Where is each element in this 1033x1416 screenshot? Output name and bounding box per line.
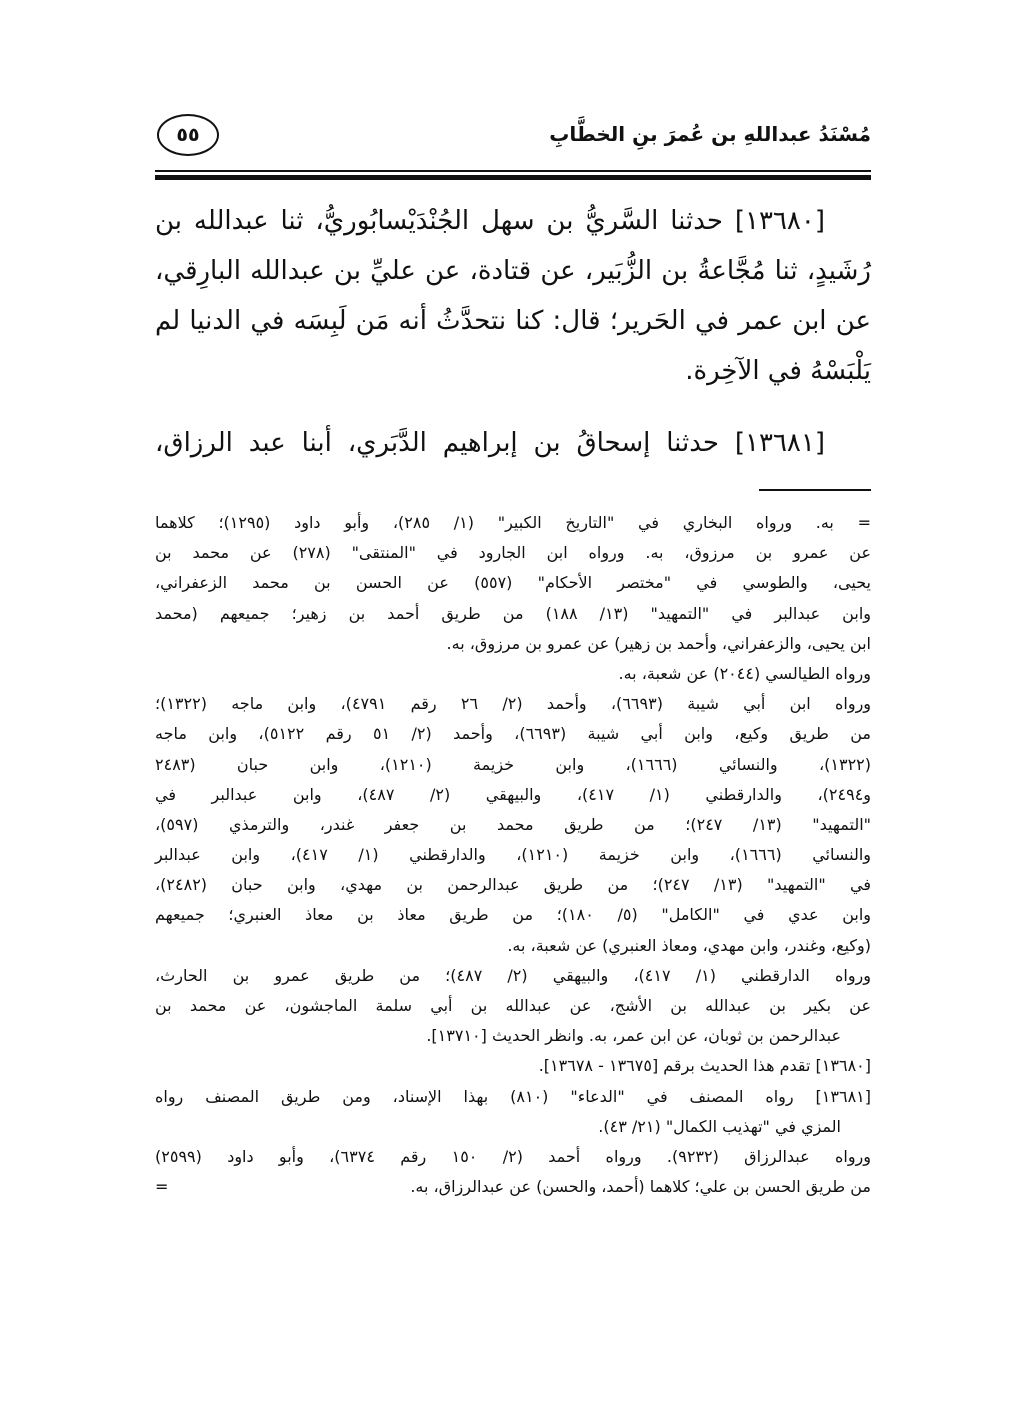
hadith-13680-line: يَلْبَسْهُ في الآخِرة. xyxy=(685,356,871,386)
hadith-13680-line: رُشَيدٍ، ثنا مُجَّاعةُ بن الزُّبَير، عن قتادة، عن عليِّ بن عبدالله البارِقي، xyxy=(155,256,871,286)
footnote-line: عن عمرو بن مرزوق، به. ورواه ابن الجارود في "المنتقى" (٢٧٨) عن محمد بن xyxy=(155,543,872,563)
running-title: مُسْنَدُ عبداللهِ بن عُمرَ بنِ الخطَّابِ xyxy=(549,122,871,146)
main-text xyxy=(155,196,871,468)
footnote-13680: [١٣٦٨٠] تقدم هذا الحديث برقم [١٣٦٧٥ - ١٣٦٧٨]. xyxy=(538,1056,871,1076)
footnote-line: المزي في "تهذيب الكمال" (٢١/ ٤٣). xyxy=(598,1116,841,1136)
footnote-line: والنسائي (١٦٦٦)، وابن خزيمة (١٢١٠)، والدارقطني (١/ ٤١٧)، وابن عبدالبر xyxy=(155,845,872,865)
footnote-line: عن بكير بن عبدالله بن الأشج، عن عبدالله بن أبي سلمة الماجشون، عن محمد بن xyxy=(155,996,871,1015)
continuation-mark: = xyxy=(155,1177,169,1197)
footnote-line: = به. ورواه البخاري في "التاريخ الكبير" (١/ ٢٨٥)، وأبو داود (١٢٩٥)؛ كلاهما xyxy=(155,513,872,532)
footnote-13681: [١٣٦٨١] رواه المصنف في "الدعاء" (٨١٠) بهذا الإسناد، ومن طريق المصنف رواه xyxy=(155,1086,871,1106)
page-header xyxy=(155,112,871,162)
footnotes xyxy=(155,508,871,1202)
footnote-line: عبدالرحمن بن ثوبان، عن ابن عمر، به. وانظر الحديث [١٣٧١٠]. xyxy=(426,1026,841,1046)
hadith-13680-line: [١٣٦٨٠] حدثنا السَّريُّ بن سهل الجُنْدَيْسابُوريُّ، ثنا عبدالله بن xyxy=(155,206,825,236)
hadith-13681-line: [١٣٦٨١] حدثنا إسحاقُ بن إبراهيم الدَّبَري، أبنا عبد الرزاق، xyxy=(155,428,825,458)
footnote-line: (١٣٢٢)، والنسائي (١٦٦٦)، وابن خزيمة (١٢١٠)، وابن حبان (٢٤٨٣ xyxy=(155,754,871,774)
footnote-line: و٢٤٩٤)، والدارقطني (١/ ٤١٧)، والبيهقي (٢/ ٤٨٧)، وابن عبدالبر في xyxy=(155,784,872,804)
header-rule-thick xyxy=(155,175,871,180)
footnote-line: يحيى، والطوسي في "مختصر الأحكام" (٥٥٧) عن الحسن بن محمد الزعفراني، xyxy=(155,573,871,593)
footnote-line: ابن يحيى، والزعفراني، وأحمد بن زهير) عن عمرو بن مرزوق، به. xyxy=(446,633,871,653)
footnote-line: (وكيع، وغندر، وابن مهدي، ومعاذ العنبري) عن شعبة، به. xyxy=(507,935,871,955)
page-number: ٥٥ xyxy=(157,114,219,156)
hadith-13680-line: عن ابن عمر في الحَرير؛ قال: كنا نتحدَّثُ أنه مَن لَبِسَه في الدنيا لم xyxy=(155,306,871,336)
footnote-separator xyxy=(759,489,871,491)
footnote-line: من طريق وكيع، وابن أبي شيبة (٦٦٩٣)، وأحمد (٢/ ٥١ رقم ٥١٢٢)، وابن ماجه xyxy=(155,724,871,744)
footnote-line: في "التمهيد" (١٣/ ٢٤٧)؛ من طريق عبدالرحمن بن مهدي، وابن حبان (٢٤٨٢)، xyxy=(155,875,872,895)
footnote-line: وابن عبدالبر في "التمهيد" (١٣/ ١٨٨) من طريق أحمد بن زهير؛ جميعهم (محمد xyxy=(155,603,871,623)
header-rule-thin xyxy=(155,170,871,172)
footnote-line: "التمهيد" (١٣/ ٢٤٧)؛ من طريق محمد بن جعفر غندر، والترمذي (٥٩٧)، xyxy=(155,814,872,834)
footnote-line: ورواه الطيالسي (٢٠٤٤) عن شعبة، به. xyxy=(618,663,871,683)
footnote-line: ورواه الدارقطني (١/ ٤١٧)، والبيهقي (٢/ ٤٨٧)؛ من طريق عمرو بن الحارث، xyxy=(155,965,872,985)
footnote-line: ورواه ابن أبي شيبة (٦٦٩٣)، وأحمد (٢/ ٢٦ رقم ٤٧٩١)، وابن ماجه (١٣٢٢)؛ xyxy=(155,694,872,714)
footnote-line: ورواه عبدالرزاق (٩٢٣٢). ورواه أحمد (٢/ ١٥٠ رقم ٦٣٧٤)، وأبو داود (٢٥٩٩) xyxy=(155,1146,871,1166)
footnote-line: من طريق الحسن بن علي؛ كلاهما (أحمد، والحسن) عن عبدالرزاق، به. xyxy=(410,1177,871,1197)
footnote-line: وابن عدي في "الكامل" (٥/ ١٨٠)؛ من طريق معاذ بن معاذ العنبري؛ جميعهم xyxy=(155,905,872,925)
footnote-line-last xyxy=(155,1172,871,1202)
